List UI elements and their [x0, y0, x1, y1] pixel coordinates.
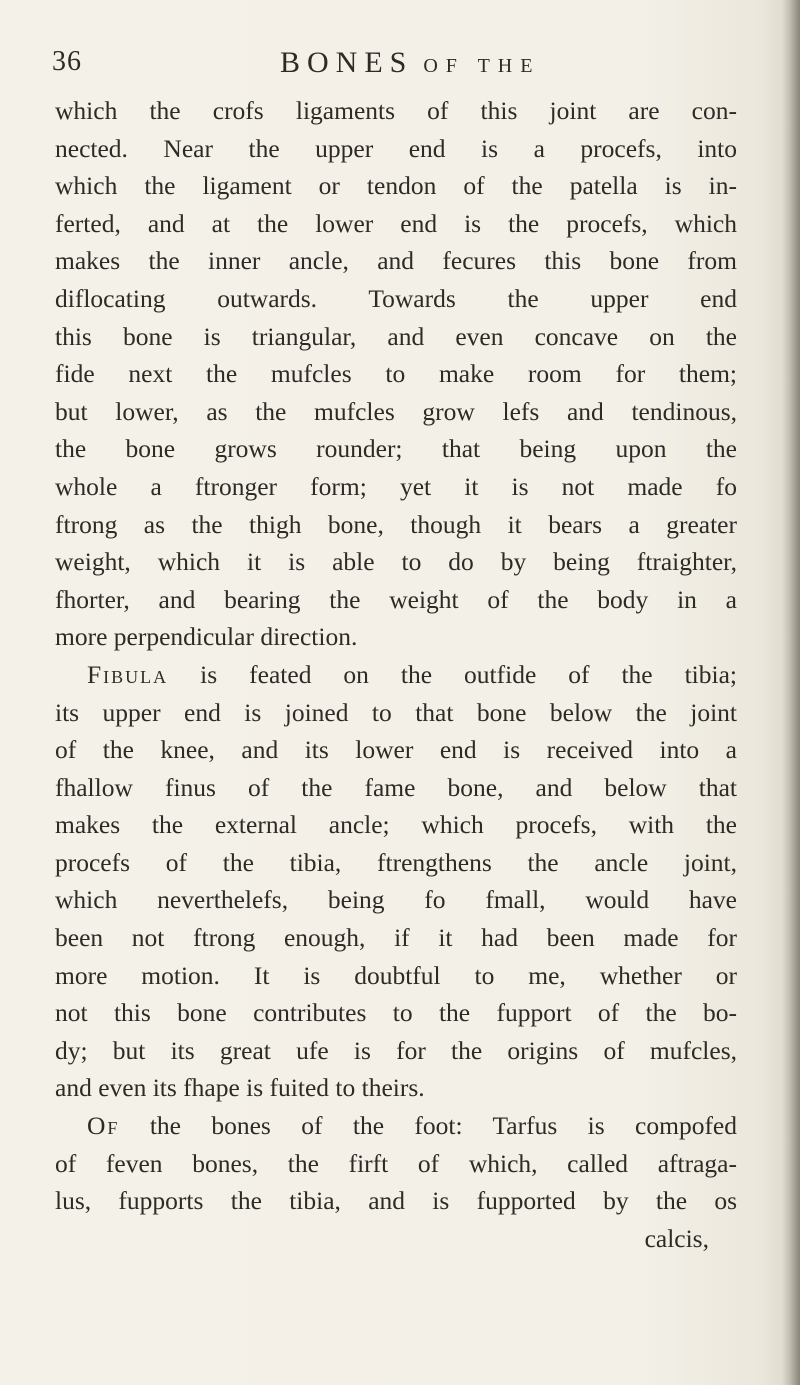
text-line: been not ftrong enough, if it had been made for	[55, 923, 737, 953]
text-line: of the knee, and its lower end is received into a	[55, 735, 737, 765]
text-line: nected. Near the upper end is a procefs, into	[55, 133, 737, 163]
lead-word-of: Of	[87, 1111, 120, 1141]
lead-word-fibula: Fibula	[87, 659, 169, 689]
text-line: more motion. It is doubtful to me, whether or	[55, 960, 737, 990]
text-line: not this bone contributes to the fupport of the bo-	[55, 998, 737, 1028]
text-line: but lower, as the mufcles grow lefs and tendinous,	[55, 396, 737, 426]
text-line: and even its fhape is fuited to theirs.	[55, 1073, 425, 1103]
text-line: of feven bones, the firft of which, called aftraga-	[55, 1148, 737, 1178]
text-line: dy; but its great ufe is for the origins of mufcles,	[55, 1035, 737, 1065]
text-line: weight, which it is able to do by being ftraighter,	[55, 547, 737, 577]
text-line: which the crofs ligaments of this joint are con-	[55, 96, 737, 125]
page-number: 36	[52, 46, 82, 77]
page-edge-shadow	[782, 0, 800, 1385]
text-line: lus, fupports the tibia, and is fupported by the os	[55, 1186, 737, 1216]
text-line: ftrong as the thigh bone, though it bears a greater	[55, 509, 737, 539]
text-line: fhorter, and bearing the weight of the body in a	[55, 584, 737, 614]
text-line: procefs of the tibia, ftrengthens the ancle joint,	[55, 847, 737, 877]
text-line: its upper end is joined to that bone below the joint	[55, 697, 737, 727]
text-line: which neverthelefs, being fo fmall, would have	[55, 885, 737, 915]
text-line: more perpendicular direction.	[55, 622, 358, 652]
catchword: calcis,	[644, 1223, 709, 1253]
text-line: fhallow finus of the fame bone, and below that	[55, 772, 737, 802]
text-line: the bones of the foot: Tarfus is compofed	[149, 1111, 737, 1141]
running-head	[280, 46, 540, 80]
text-line: makes the inner ancle, and fecures this bone from	[55, 246, 737, 276]
running-head-main: BONES	[280, 46, 414, 79]
text-line: ferted, and at the lower end is the procefs, which	[55, 208, 737, 238]
text-line: diflocating outwards. Towards the upper end	[55, 283, 737, 313]
text-line: the bone grows rounder; that being upon the	[55, 434, 737, 464]
text-line: this bone is triangular, and even concave on the	[55, 321, 737, 351]
text-line: which the ligament or tendon of the patella is in-	[55, 171, 737, 201]
text-line: is feated on the outfide of the tibia;	[200, 659, 737, 689]
text-line: fide next the mufcles to make room for them;	[55, 359, 737, 389]
text-line: makes the external ancle; which procefs, with the	[55, 810, 737, 840]
text-line: whole a ftronger form; yet it is not made fo	[55, 471, 737, 501]
paragraph-foot	[55, 1107, 737, 1145]
running-head-rest: OF THE	[423, 55, 541, 77]
body-text	[55, 92, 737, 1257]
page-header	[52, 46, 752, 86]
paragraph-fibula	[55, 656, 737, 694]
